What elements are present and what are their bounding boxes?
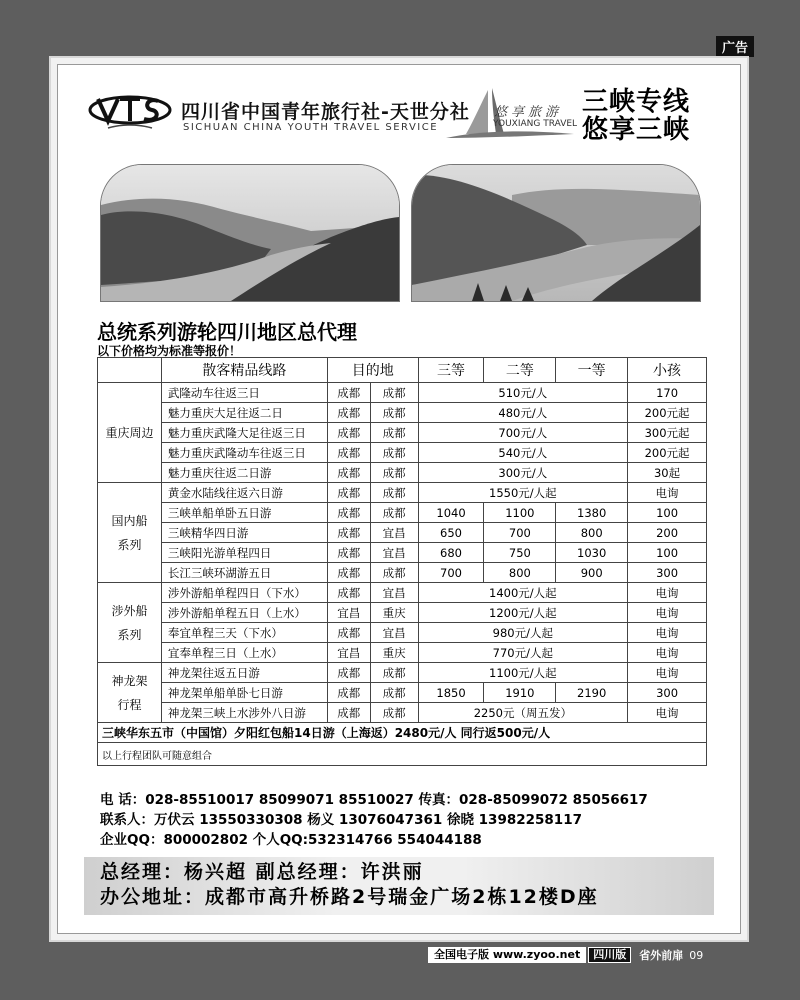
contact-people: 联系人：万伏云 13550330308 杨义 13076047361 徐晓 13982258117 <box>100 812 582 828</box>
third-class-price: 700 <box>418 563 484 583</box>
first-class-price: 900 <box>556 563 628 583</box>
destination: 成都 <box>370 703 418 723</box>
price: 1400元/人起 <box>418 583 627 603</box>
destination: 成都 <box>370 463 418 483</box>
header-third-class: 三等 <box>418 358 484 383</box>
brand-name-en: YOUXIANG TRAVEL <box>493 119 578 129</box>
destination: 宜昌 <box>370 523 418 543</box>
table-row <box>98 563 707 583</box>
price: 2250元（周五发） <box>418 703 627 723</box>
origin: 成都 <box>327 563 370 583</box>
child-price: 电询 <box>628 663 707 683</box>
third-class-price: 1040 <box>418 503 484 523</box>
destination: 宜昌 <box>370 583 418 603</box>
table-row <box>98 543 707 563</box>
price-note: 以下价格均为标准等报价！ <box>97 344 242 358</box>
combination-note: 以上行程团队可随意组合 <box>98 743 707 766</box>
child-price: 30起 <box>628 463 707 483</box>
price: 1200元/人起 <box>418 603 627 623</box>
table-row <box>98 683 707 703</box>
origin: 成都 <box>327 403 370 423</box>
route-name: 黄金水陆线往返六日游 <box>161 483 327 503</box>
section-name: 省外前扉 <box>639 949 684 962</box>
region-edition: 四川版 <box>588 947 631 963</box>
special-offer-row <box>98 723 707 743</box>
origin: 宜昌 <box>327 603 370 623</box>
origin: 成都 <box>327 503 370 523</box>
route-name: 神龙架往返五日游 <box>161 663 327 683</box>
child-price: 100 <box>628 503 707 523</box>
brand-name-cn: 悠享旅游 <box>494 105 563 120</box>
second-class-price: 750 <box>484 543 556 563</box>
header-first-class: 一等 <box>556 358 628 383</box>
origin: 成都 <box>327 623 370 643</box>
table-row <box>98 583 707 603</box>
table-row <box>98 403 707 423</box>
table-row <box>98 483 707 503</box>
child-price: 300 <box>628 683 707 703</box>
price: 480元/人 <box>418 403 627 423</box>
second-class-price: 1910 <box>484 683 556 703</box>
gorge-photo-left <box>100 164 400 302</box>
price: 1550元/人起 <box>418 483 627 503</box>
origin: 宜昌 <box>327 643 370 663</box>
price: 540元/人 <box>418 443 627 463</box>
child-price: 300元起 <box>628 423 707 443</box>
region-chongqing: 重庆周边 <box>98 383 162 483</box>
child-price: 电询 <box>628 583 707 603</box>
header-second-class: 二等 <box>484 358 556 383</box>
price: 980元/人起 <box>418 623 627 643</box>
first-class-price: 1380 <box>556 503 628 523</box>
table-row <box>98 643 707 663</box>
route-name: 魅力重庆往返二日游 <box>161 463 327 483</box>
gorge-photo-right <box>411 164 701 302</box>
destination: 成都 <box>370 503 418 523</box>
child-price: 电询 <box>628 703 707 723</box>
table-row <box>98 383 707 403</box>
origin: 成都 <box>327 443 370 463</box>
route-name: 三峡阳光游单程四日 <box>161 543 327 563</box>
origin: 成都 <box>327 383 370 403</box>
region-shennongjia: 神龙架 行程 <box>98 663 162 723</box>
route-name: 神龙架单船单卧七日游 <box>161 683 327 703</box>
child-price: 200 <box>628 523 707 543</box>
table-row <box>98 443 707 463</box>
table-row <box>98 523 707 543</box>
third-class-price: 680 <box>418 543 484 563</box>
price: 770元/人起 <box>418 643 627 663</box>
origin: 成都 <box>327 463 370 483</box>
slogan-line-1: 三峡专线 <box>582 87 691 117</box>
table-row <box>98 623 707 643</box>
destination: 宜昌 <box>370 623 418 643</box>
phone-fax: 电 话：028-85510017 85099071 85510027 传真：028-85099072 85056617 <box>100 792 648 808</box>
price: 510元/人 <box>418 383 627 403</box>
route-name: 宜奉单程三日（上水） <box>161 643 327 663</box>
office-address: 办公地址：成都市高升桥路2号瑞金广场2栋12楼D座 <box>100 886 599 908</box>
child-price: 电询 <box>628 603 707 623</box>
child-price: 电询 <box>628 483 707 503</box>
child-price: 200元起 <box>628 403 707 423</box>
first-class-price: 800 <box>556 523 628 543</box>
slogan <box>582 88 690 144</box>
origin: 成都 <box>327 483 370 503</box>
destination: 成都 <box>370 423 418 443</box>
child-price: 电询 <box>628 623 707 643</box>
destination: 成都 <box>370 443 418 463</box>
destination: 成都 <box>370 683 418 703</box>
origin: 成都 <box>327 543 370 563</box>
region-domestic-ship: 国内船 系列 <box>98 483 162 583</box>
destination: 宜昌 <box>370 543 418 563</box>
child-price: 170 <box>628 383 707 403</box>
table-row <box>98 463 707 483</box>
page-footer <box>428 946 703 964</box>
table-row <box>98 503 707 523</box>
destination: 成都 <box>370 663 418 683</box>
origin: 成都 <box>327 703 370 723</box>
route-name: 魅力重庆大足往返二日 <box>161 403 327 423</box>
child-price: 100 <box>628 543 707 563</box>
third-class-price: 1850 <box>418 683 484 703</box>
origin: 成都 <box>327 523 370 543</box>
table-row <box>98 703 707 723</box>
destination: 成都 <box>370 403 418 423</box>
child-price: 电询 <box>628 643 707 663</box>
qq-numbers: 企业QQ：800002802 个人QQ:532314766 554044188 <box>100 832 482 848</box>
origin: 成都 <box>327 423 370 443</box>
origin: 成都 <box>327 683 370 703</box>
route-name: 魅力重庆武隆动车往返三日 <box>161 443 327 463</box>
header-blank <box>98 358 162 383</box>
first-class-price: 2190 <box>556 683 628 703</box>
destination: 成都 <box>370 563 418 583</box>
header-child: 小孩 <box>628 358 707 383</box>
second-class-price: 700 <box>484 523 556 543</box>
table-row <box>98 603 707 623</box>
table-row <box>98 423 707 443</box>
company-name-en: SICHUAN CHINA YOUTH TRAVEL SERVICE <box>183 122 439 133</box>
ad-tag: 广告 <box>716 36 754 57</box>
route-name: 武隆动车往返三日 <box>161 383 327 403</box>
route-name: 魅力重庆武隆大足往返三日 <box>161 423 327 443</box>
price: 700元/人 <box>418 423 627 443</box>
special-offer: 三峡华东五市（中国馆）夕阳红包船14日游（上海返）2480元/人 同行返500元/人 <box>98 723 707 743</box>
note-row <box>98 743 707 766</box>
route-name: 三峡精华四日游 <box>161 523 327 543</box>
child-price: 200元起 <box>628 443 707 463</box>
table-row <box>98 663 707 683</box>
header-route: 散客精品线路 <box>161 358 327 383</box>
second-class-price: 1100 <box>484 503 556 523</box>
destination: 重庆 <box>370 643 418 663</box>
table-header-row <box>98 358 707 383</box>
destination: 成都 <box>370 383 418 403</box>
slogan-line-2: 悠享三峡 <box>582 115 691 145</box>
route-name: 奉宜单程三天（下水） <box>161 623 327 643</box>
origin: 成都 <box>327 583 370 603</box>
second-class-price: 800 <box>484 563 556 583</box>
edition-label: 全国电子版 www.zyoo.net <box>428 947 586 963</box>
headline: 总统系列游轮四川地区总代理 <box>97 320 357 344</box>
third-class-price: 650 <box>418 523 484 543</box>
company-name-cn: 四川省中国青年旅行社-天世分社 <box>181 101 470 123</box>
region-foreign-ship: 涉外船 系列 <box>98 583 162 663</box>
price-table <box>97 357 707 766</box>
first-class-price: 1030 <box>556 543 628 563</box>
page-number: 09 <box>689 948 704 962</box>
origin: 成都 <box>327 663 370 683</box>
destination: 成都 <box>370 483 418 503</box>
company-logo-icon <box>88 93 172 133</box>
route-name: 涉外游船单程五日（上水） <box>161 603 327 623</box>
header-destination: 目的地 <box>327 358 418 383</box>
route-name: 涉外游船单程四日（下水） <box>161 583 327 603</box>
route-name: 三峡单船单卧五日游 <box>161 503 327 523</box>
price: 1100元/人起 <box>418 663 627 683</box>
route-name: 长江三峡环湖游五日 <box>161 563 327 583</box>
destination: 重庆 <box>370 603 418 623</box>
child-price: 300 <box>628 563 707 583</box>
managers: 总经理：杨兴超 副总经理：许洪丽 <box>100 861 424 883</box>
price: 300元/人 <box>418 463 627 483</box>
route-name: 神龙架三峡上水涉外八日游 <box>161 703 327 723</box>
